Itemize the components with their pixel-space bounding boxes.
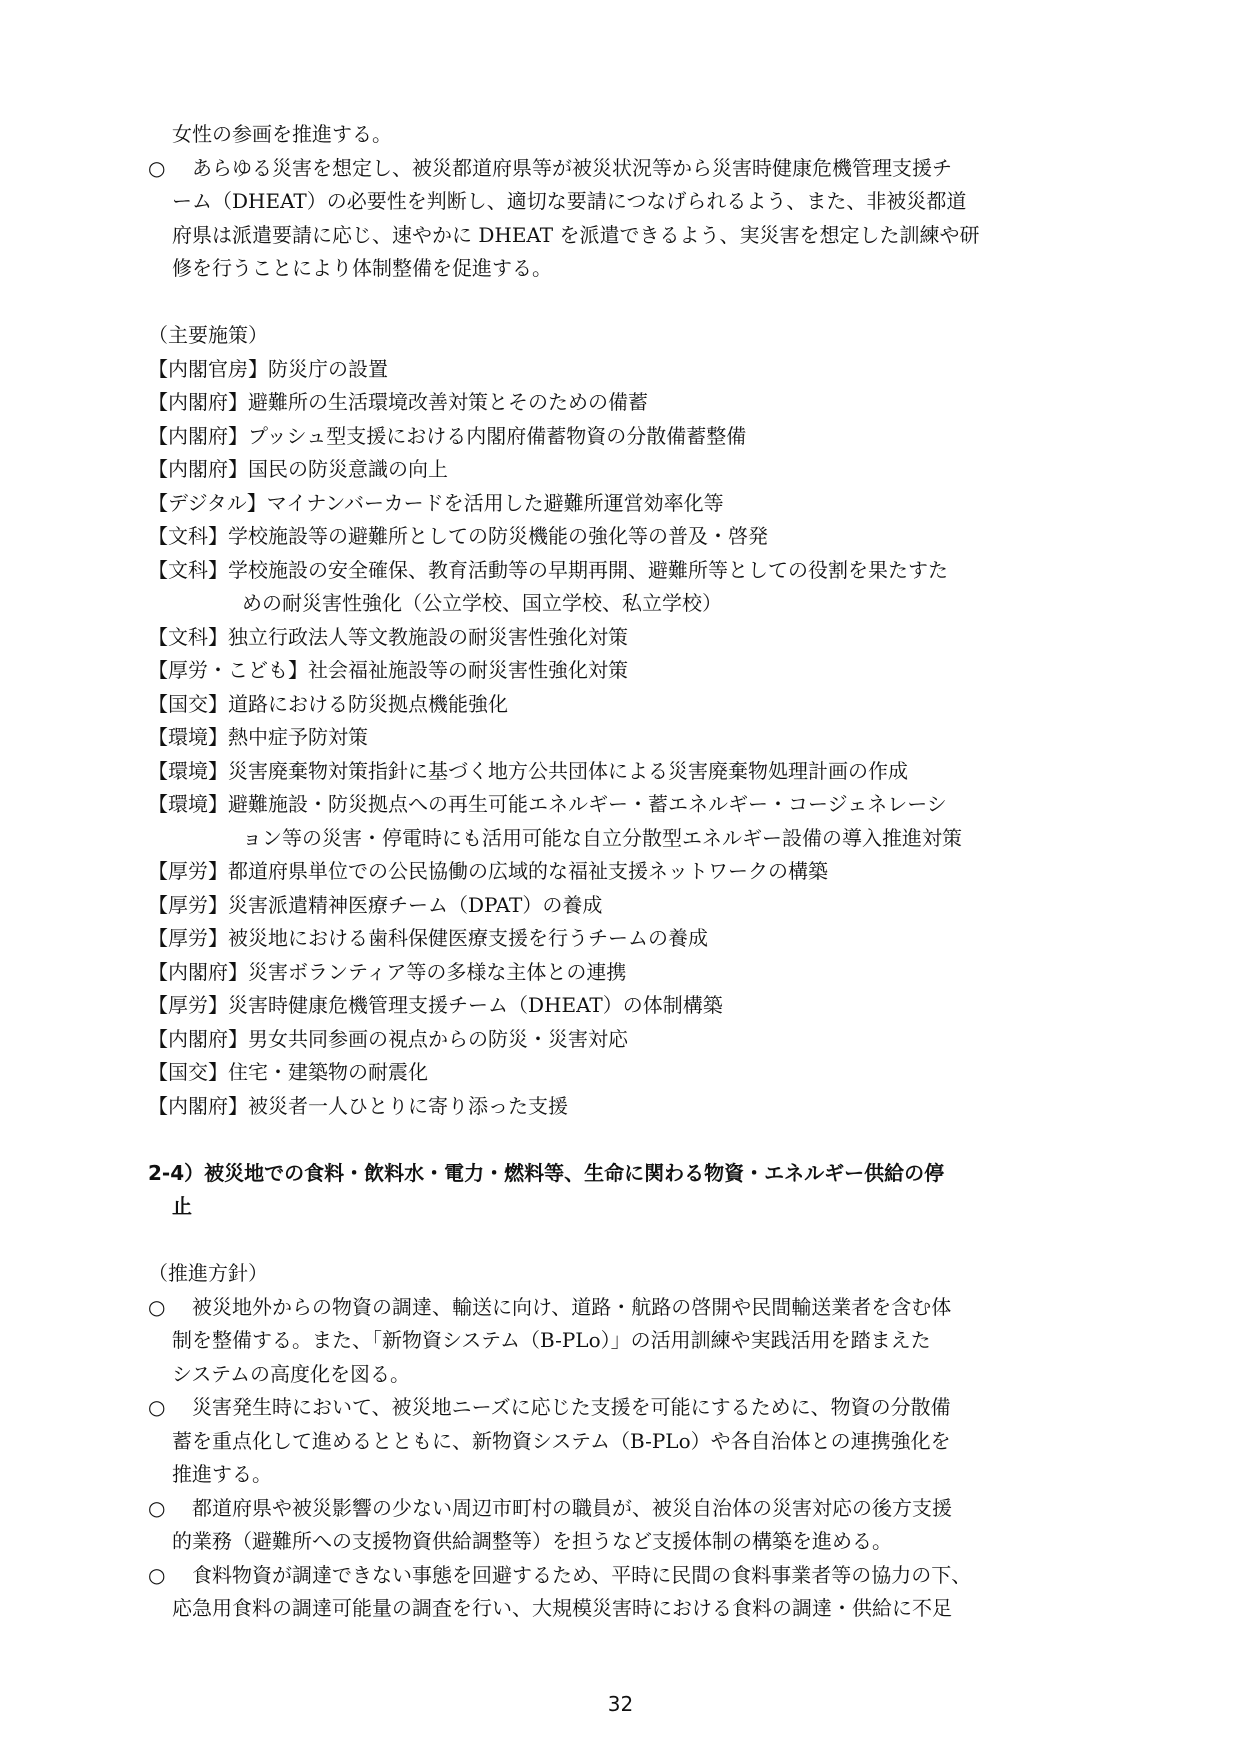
bullet-text-line: 被災地外からの物資の調達、輸送に向け、道路・航路の啓開や民間輸送業者を含む体 xyxy=(192,1294,952,1319)
measure-item: 【環境】災害廃棄物対策指針に基づく地方公共団体による災害廃棄物処理計画の作成 xyxy=(148,758,908,783)
spacer xyxy=(148,286,1096,320)
bullet-text-line: 蓄を重点化して進めるとともに、新物資システム（B-PLo）や各自治体との連携強化を xyxy=(172,1428,951,1453)
spacer xyxy=(148,1123,1096,1157)
bullet-circle-icon: ○ xyxy=(148,1294,166,1319)
bullet-item xyxy=(148,1492,1096,1526)
bullet-text-line: 食料物資が調達できない事態を回避するため、平時に民間の食料事業者等の協力の下、 xyxy=(192,1562,972,1587)
measure-item: 【内閣府】国民の防災意識の向上 xyxy=(148,457,448,481)
bullet-text-line: 制を整備する。また、「新物資システム（B-PLo）」の活用訓練や実践活用を踏まえた xyxy=(172,1328,931,1352)
measure-item: 【国交】道路における防災拠点機能強化 xyxy=(148,691,508,716)
measure-item: 【国交】住宅・建築物の耐震化 xyxy=(148,1060,428,1084)
bullet-text-line: 推進する。 xyxy=(172,1462,272,1486)
spacer xyxy=(148,1224,1096,1258)
bullet-item xyxy=(148,1391,1096,1425)
measure-item: 【厚労】被災地における歯科保健医療支援を行うチームの養成 xyxy=(148,926,708,950)
bullet-text-line: ーム（DHEAT）の必要性を判断し、適切な要請につなげられるよう、また、非被災都道 xyxy=(172,189,967,213)
policy-heading: （推進方針） xyxy=(148,1261,268,1285)
measure-item: 【内閣府】プッシュ型支援における内閣府備蓄物資の分散備蓄整備 xyxy=(148,423,747,448)
measure-item: 【文科】学校施設等の避難所としての防災機能の強化等の普及・啓発 xyxy=(148,524,768,548)
bullet-text-line: 応急用食料の調達可能量の調査を行い、大規模災害時における食料の調達・供給に不足 xyxy=(172,1596,952,1620)
measure-item: 【文科】独立行政法人等文教施設の耐災害性強化対策 xyxy=(148,624,628,649)
bullet-circle-icon: ○ xyxy=(148,155,166,180)
bullet-item-dheat xyxy=(148,152,1096,186)
measure-item: 【デジタル】マイナンバーカードを活用した避難所運営効率化等 xyxy=(148,490,724,515)
measure-item: 【内閣府】災害ボランティア等の多様な主体との連携 xyxy=(148,959,627,984)
measure-item: 【内閣府】被災者一人ひとりに寄り添った支援 xyxy=(148,1093,568,1118)
measure-item-continuation: ョン等の災害・停電時にも活用可能な自立分散型エネルギー設備の導入推進対策 xyxy=(242,825,962,850)
bullet-text-line: 修を行うことにより体制整備を促進する。 xyxy=(172,256,552,280)
bullet-text-line: 災害発生時において、被災地ニーズに応じた支援を可能にするために、物資の分散備 xyxy=(192,1395,951,1419)
document-page xyxy=(148,118,1096,1626)
bullet-item xyxy=(148,1559,1096,1593)
bullet-circle-icon: ○ xyxy=(148,1562,166,1587)
measure-item: 【厚労】災害派遣精神医療チーム（DPAT）の養成 xyxy=(148,892,603,917)
bullet-text-line: システムの高度化を図る。 xyxy=(172,1361,410,1386)
page-number: 32 xyxy=(607,1692,634,1716)
main-measures-heading: （主要施策） xyxy=(148,323,268,347)
bullet-circle-icon: ○ xyxy=(148,1395,166,1419)
measure-item: 【環境】避難施設・防災拠点への再生可能エネルギー・蓄エネルギー・コージェネレーシ xyxy=(148,792,947,816)
bullet-text-line: あらゆる災害を想定し、被災都道府県等が被災状況等から災害時健康危機管理支援チ xyxy=(192,155,952,180)
section-heading-continuation: 止 xyxy=(172,1194,192,1218)
intro-continuation-line: 女性の参画を推進する。 xyxy=(172,122,392,146)
measure-item-continuation: めの耐災害性強化（公立学校、国立学校、私立学校） xyxy=(242,591,722,615)
bullet-text-line: 府県は派遣要請に応じ、速やかに DHEAT を派遣できるよう、実災害を想定した訓練や研 xyxy=(172,222,980,247)
measure-item: 【厚労・こども】社会福祉施設等の耐災害性強化対策 xyxy=(148,658,628,682)
bullet-circle-icon: ○ xyxy=(148,1495,166,1520)
measure-item: 【内閣官房】防災庁の設置 xyxy=(148,356,388,381)
measure-item: 【文科】学校施設の安全確保、教育活動等の早期再開、避難所等としての役割を果たすた xyxy=(148,557,948,582)
bullet-text-line: 的業務（避難所への支援物資供給調整等）を担うなど支援体制の構築を進める。 xyxy=(172,1529,892,1553)
section-heading: 2-4）被災地での食料・飲料水・電力・燃料等、生命に関わる物資・エネルギー供給の停 xyxy=(148,1160,945,1185)
measure-item: 【厚労】都道府県単位での公民協働の広域的な福祉支援ネットワークの構築 xyxy=(148,859,828,883)
measure-item: 【内閣府】男女共同参画の視点からの防災・災害対応 xyxy=(148,1026,628,1051)
measure-item: 【環境】熱中症予防対策 xyxy=(148,725,368,749)
measure-item: 【厚労】災害時健康危機管理支援チーム（DHEAT）の体制構築 xyxy=(148,993,723,1017)
bullet-item xyxy=(148,1291,1096,1325)
measure-item: 【内閣府】避難所の生活環境改善対策とそのための備蓄 xyxy=(148,390,648,414)
bullet-text-line: 都道府県や被災影響の少ない周辺市町村の職員が、被災自治体の災害対応の後方支援 xyxy=(192,1495,952,1520)
